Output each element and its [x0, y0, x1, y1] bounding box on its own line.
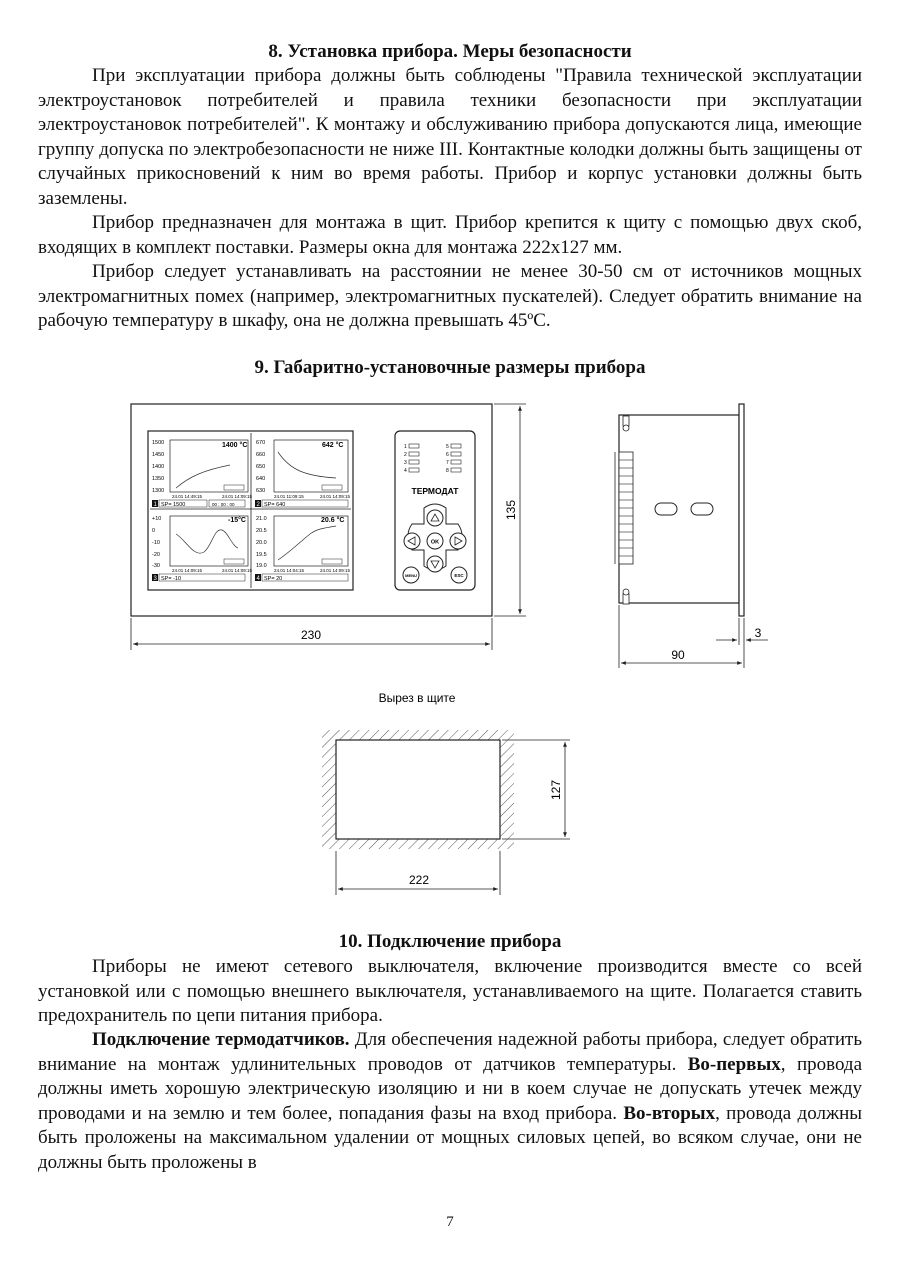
cutout-caption: Вырез в щите	[378, 691, 456, 705]
brand-label: ТЕРМОДАТ	[411, 486, 459, 496]
panel-1-tick: 1450	[152, 452, 165, 458]
svg-text:8: 8	[446, 468, 449, 474]
menu-label: MENU	[405, 573, 417, 578]
panel-4-number: 4	[256, 576, 260, 582]
page-number: 7	[446, 1214, 454, 1230]
panel-3-value: -15°C	[228, 517, 246, 524]
ventilation-slot-left	[655, 503, 677, 515]
section-9-title: 9. Габаритно-установочные размеры прибора	[254, 357, 646, 378]
cutout-height-127: 127	[549, 779, 563, 801]
panel-3-tick: -20	[152, 552, 160, 558]
depth-dimension-90: 90	[671, 648, 685, 662]
section-10-title: 10. Подключение прибора	[338, 931, 562, 952]
section-8-paragraph-1: При эксплуатации прибора должны быть соблюдены "Правила технической эксплуатации электроустановок потребителей и правила техники безопасности при эксплуатации электроустановок потребителей". К монтажу и обслуживанию прибора допускаются лица, имеющие группу допуска по электробезопасности не ниже III. Контактные колодки должны быть защищены от случайных прикосновений к ним во время работы. Прибор и корпус установки должны быть заземлены.	[38, 65, 862, 209]
mounting-clamp-bottom	[623, 589, 629, 604]
side-view	[615, 404, 768, 668]
panel-2-tick: 630	[256, 488, 266, 494]
esc-label: ESC	[454, 573, 464, 578]
down-button	[427, 556, 443, 572]
panel-1-tick: 1300	[152, 488, 165, 494]
svg-text:4: 4	[404, 468, 407, 474]
panel-2-value: 642 °C	[322, 442, 344, 449]
panel-4-time-left: 24.01 14:04:15	[274, 568, 305, 573]
panel-3-setpoint: SP= -10	[161, 576, 182, 582]
panel-1-time-right: 24.01 14:09:15	[222, 494, 253, 499]
panel-1-timer: 00 : 00 : 00	[212, 502, 235, 507]
section-8-paragraph-2: Прибор предназначен для монтажа в щит. Прибор крепится к щиту с помощью двух скоб, входящих в комплект поставки. Размеры окна для монтажа 222x127 мм.	[38, 212, 862, 258]
panel-3-time-left: 24.01 14:09:15	[172, 568, 203, 573]
panel-3-tick: -30	[152, 563, 160, 569]
panel-1-tick: 1350	[152, 476, 165, 482]
panel-2-time-left: 24.01 11:09:15	[274, 494, 304, 499]
height-dimension-135: 135	[504, 499, 518, 521]
left-button	[404, 533, 420, 549]
cutout-width-222: 222	[408, 873, 430, 887]
up-button	[427, 510, 443, 526]
cutout-opening	[336, 740, 500, 839]
housing-side-outline	[619, 415, 739, 603]
section-8-title: 8. Установка прибора. Меры безопасности	[268, 41, 632, 62]
panel-4-tick: 20.5	[256, 528, 267, 534]
panel-4-tick: 19.5	[256, 552, 267, 558]
front-view	[131, 404, 526, 650]
svg-text:3: 3	[404, 460, 407, 466]
svg-text:2: 2	[404, 452, 407, 458]
panel-cutout	[322, 691, 570, 895]
svg-text:5: 5	[446, 444, 449, 450]
panel-1-setpoint: SP= 1500	[161, 502, 186, 508]
panel-2-number: 2	[256, 502, 260, 508]
svg-text:1: 1	[404, 444, 407, 450]
panel-1-tick: 1400	[152, 464, 165, 470]
panel-3-tick: +10	[152, 516, 162, 522]
panel-2-tick: 650	[256, 464, 266, 470]
panel-1-tick: 1500	[152, 440, 165, 446]
section-10-paragraph-2: Подключение термодатчиков. Для обеспечения надежной работы прибора, следует обратить внимание на монтаж удлинительных проводов от датчиков температуры. Во-первых, провода должны иметь хорошую электрическую изоляцию и ни в коем случае не допускать утечек между проводами и на землю и тем более, попадания фазы на вход прибора. Во-вторых, провода должны быть проложены на максимальном удалении от мощных силовых цепей, во всяком случае, они не должны быть проложены в	[38, 1029, 863, 1173]
panel-4-value: 20.6 °C	[321, 517, 345, 524]
panel-4-time-right: 24.01 14:09:15	[320, 568, 351, 573]
panel-4-tick: 19.0	[256, 563, 267, 569]
panel-3-time-right: 24.01 14:09:15	[222, 568, 253, 573]
mounting-clamp-top	[623, 416, 629, 431]
svg-text:7: 7	[446, 460, 449, 466]
panel-1-time-left: 24.01 14:49:15	[172, 494, 203, 499]
panel-2-time-right: 24.01 14:09:15	[320, 494, 351, 499]
panel-1-number: 1	[153, 502, 157, 508]
terminal-blocks	[615, 452, 633, 564]
front-flange	[739, 404, 744, 616]
side-dimensions	[619, 605, 768, 668]
panel-2-tick: 670	[256, 440, 266, 446]
width-dimension-230: 230	[300, 628, 322, 642]
panel-3-number: 3	[153, 576, 157, 582]
ok-label: OK	[430, 539, 440, 546]
panel-2-setpoint: SP= 640	[264, 502, 286, 508]
panel-3-tick: -10	[152, 540, 160, 546]
dimensions-drawing	[0, 390, 900, 910]
right-button	[450, 533, 466, 549]
panel-3-tick: 0	[152, 528, 156, 534]
section-10-paragraph-1: Приборы не имеют сетевого выключателя, включение производится вместе со всей установкой или с помощью внешнего выключателя, устанавливаемого на щите. Полагается ставить предохранитель по цепи питания прибора.	[38, 956, 862, 1026]
svg-text:6: 6	[446, 452, 449, 458]
panel-1-value: 1400 °C	[222, 442, 248, 449]
panel-4-tick: 21.0	[256, 516, 267, 522]
keypad-panel	[395, 431, 475, 590]
panel-4-setpoint: SP= 20	[264, 576, 283, 582]
panel-2-tick: 660	[256, 452, 266, 458]
ventilation-slot-right	[691, 503, 713, 515]
panel-2-tick: 640	[256, 476, 266, 482]
section-8-paragraph-3: Прибор следует устанавливать на расстоянии не менее 30-50 см от источников мощных электромагнитных помех (например, электромагнитных пускателей). Следует обратить внимание на рабочую температуру в шкафу, она не должна превышать 45ºС.	[38, 261, 862, 331]
flange-dimension-3: 3	[754, 626, 762, 640]
panel-4-tick: 20.0	[256, 540, 267, 546]
